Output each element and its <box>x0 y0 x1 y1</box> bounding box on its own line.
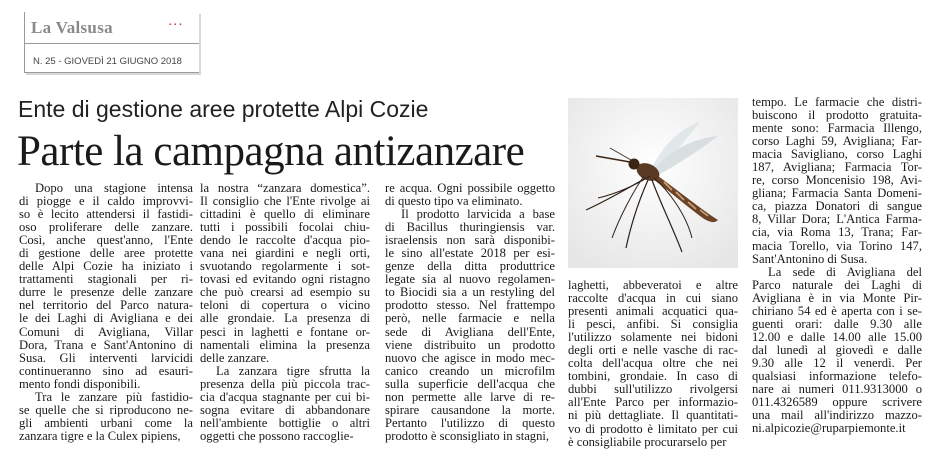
text-line: se quelle che si riproducono ne- <box>19 402 193 417</box>
text-line: cia d'acqua stagnante per cui bi- <box>200 389 370 404</box>
text-line: israelensis non sarà disponibi- <box>385 233 555 248</box>
text-line: so è lecito attendersi il fastidi- <box>19 207 193 222</box>
text-line: vo di prodotto è limitato per cui <box>568 421 738 436</box>
text-line: prodotto stesso. Nel frattempo <box>385 298 555 313</box>
text-line: macia Torello, via Torino 147, <box>752 238 922 253</box>
text-line: nell'ambiente bottiglie o altri <box>200 415 370 430</box>
text-line: Tra le zanzare più fastidio- <box>35 389 193 404</box>
text-line: re acqua. Ogni possibile oggetto <box>385 182 555 195</box>
text-line: 9.30 alle 12 il venerdì. Per <box>752 355 922 370</box>
text-line: viene distribuito un prodotto <box>385 337 555 352</box>
newspaper-title: La Valsusa <box>31 18 113 37</box>
text-line: mento fondi disponibili. <box>19 376 141 391</box>
text-line: degli orti e nelle vasche di rac- <box>568 343 738 358</box>
text-line: nare ai numeri 011.9313000 o <box>752 382 922 397</box>
text-line: La zanzara tigre sfrutta la <box>216 363 370 378</box>
text-line: vana nei giardini e negli orti, <box>200 246 370 261</box>
text-line: durre le presenze delle zanzare <box>19 285 193 300</box>
text-line: pesci in laghetti e fontane or- <box>200 324 370 339</box>
text-line: l'utilizzo solamente nei bidoni <box>568 330 738 345</box>
article-column-1 <box>19 182 193 467</box>
text-line: Parco naturale dei Laghi di <box>752 277 922 292</box>
text-line: di questo tipo va eliminato. <box>385 194 523 209</box>
text-line: zanzara tigre e la Culex pipiens, <box>19 428 181 443</box>
text-line: oso proliferare delle zanzare. <box>19 220 193 235</box>
text-line: macia Savigliano, corso Laghi <box>752 147 922 162</box>
text-line: corso Laghi 59, Avigliana; Far- <box>752 134 922 149</box>
text-line: di piogge e il caldo improvvi- <box>19 194 193 209</box>
text-line: trattamenti stagionali per ri- <box>19 272 193 287</box>
text-line: ni più dettagliate. Il quantitati- <box>568 408 738 423</box>
text-line: legate sia al nuovo regolamen- <box>385 272 555 287</box>
text-line: delle zanzare. <box>200 350 270 365</box>
text-line: tombini, grondaie. In caso di <box>568 369 738 384</box>
text-line: Comuni di Avigliana, Villar <box>19 324 193 339</box>
text-line: dal lunedì al giovedì e dalle <box>752 342 922 357</box>
text-line: chiriano 54 ed è aperta con i se- <box>752 303 922 318</box>
article-column-5 <box>752 96 922 467</box>
text-line: all'Ente Parco per informazio- <box>568 395 738 410</box>
issue-info: N. 25 - GIOVEDÌ 21 GIUGNO 2018 <box>33 56 182 67</box>
text-line: che può crearsi ad esempio su <box>200 285 370 300</box>
text-line: gli ambienti urbani come la <box>19 415 193 430</box>
text-line: Sant'Antonino di Susa. <box>752 251 868 266</box>
text-line: tempo. Le farmacie che distri- <box>752 96 922 109</box>
text-line: to Biocidi sia a un restyling del <box>385 285 555 300</box>
text-line: re, corso Moncenisio 198, Avi- <box>752 173 922 188</box>
text-line: teloni di copertura o vicino <box>200 298 370 313</box>
text-line: Il prodotto larvicida a base <box>401 207 555 222</box>
text-line: La sede di Avigliana del <box>768 264 922 279</box>
article-column-2 <box>200 182 370 467</box>
text-line: alle grondaie. La presenza di <box>200 311 370 326</box>
text-line: continueranno sino ad esauri- <box>19 363 193 378</box>
article-kicker: Ente di gestione aree protette Alpi Cozie <box>18 96 429 122</box>
text-line: è consigliabile procurarselo per <box>568 434 727 449</box>
text-line: 011.4326589 oppure scrivere <box>752 395 922 410</box>
masthead-divider <box>25 43 199 44</box>
text-line: qualsiasi informazione telefo- <box>752 368 922 383</box>
masthead <box>24 12 199 73</box>
text-line: sede di Avigliana dell'Ente, <box>385 324 555 339</box>
text-line: dubbi sull'utilizzo rivolgersi <box>568 382 738 397</box>
text-line: dendo le raccolte d'acqua pio- <box>200 233 370 248</box>
text-line: non permette alle larve di re- <box>385 389 555 404</box>
text-line: 12.00 e dalle 14.00 alle 15.00 <box>752 329 922 344</box>
text-line: 187, Avigliana; Farmacia Tor- <box>752 160 922 175</box>
text-line: una mail all'indirizzo mazzo- <box>752 408 922 423</box>
text-line: spirare causandone la morte. <box>385 402 555 417</box>
text-line: cittadini è quello di eliminare <box>200 207 370 222</box>
text-line: sulla superficie dell'acqua che <box>385 376 555 391</box>
text-line: mente sono: Farmacia Illengo, <box>752 121 922 136</box>
article-column-3 <box>385 182 555 467</box>
text-line: nel territorio del Parco natura- <box>19 298 193 313</box>
text-line: di Bacillus thuringiensis var. <box>385 220 555 235</box>
article-column-4 <box>568 279 738 467</box>
text-line: le dei Laghi di Avigliana e dei <box>19 311 193 326</box>
text-line: la nostra “zanzara domestica”. <box>200 182 370 195</box>
article-headline: Parte la campagna antizanzare <box>17 128 525 175</box>
text-line: gliana; Farmacia Santa Domeni- <box>752 186 922 201</box>
text-line: Così, anche quest'anno, l'Ente <box>19 233 193 248</box>
text-line: 8, Villar Dora; L'Antica Farma- <box>752 212 922 227</box>
text-line: di gestione delle aree protette <box>19 246 193 261</box>
text-line: guenti orari: dalle 9.30 alle <box>752 316 922 331</box>
text-line: nuovo che agisce in modo mec- <box>385 350 555 365</box>
mosquito-photo <box>568 98 738 268</box>
text-line: però, nelle farmacie e nella <box>385 311 555 326</box>
text-line: ni.alpicozie@ruparpiemonte.it <box>752 421 906 436</box>
text-line: Pertanto l'utilizzo di questo <box>385 415 555 430</box>
text-line: oggetti che possono raccoglie- <box>200 428 354 443</box>
text-line: Avigliana è in via Monte Pir- <box>752 290 922 305</box>
text-line: tovasi ed evitando ogni ristagno <box>200 272 370 287</box>
mosquito-icon <box>568 98 738 268</box>
text-line: ca, piazza Donatori di sangue <box>752 199 922 214</box>
text-line: genze della ditta produttrice <box>385 259 555 274</box>
text-line: svuotando regolarmente i sot- <box>200 259 370 274</box>
text-line: li pesci, anfibi. Si consiglia <box>568 317 738 332</box>
text-line: delle Alpi Cozie ha iniziato i <box>19 259 193 274</box>
text-line: Il consiglio che l'Ente rivolge ai <box>200 194 370 209</box>
text-line: Dora, Trana e Sant'Antonino di <box>19 337 193 352</box>
text-line: prodotto è sconsigliato in stagni, <box>385 428 550 443</box>
text-line: buiscono il prodotto gratuita- <box>752 108 922 123</box>
text-line: laghetti, abbeveratoi e altre <box>568 279 738 292</box>
text-line: sogna evitare di abbandonare <box>200 402 370 417</box>
masthead-decoration: ▪▪▪ <box>169 22 185 28</box>
text-line: canico creando un microfilm <box>385 363 555 378</box>
text-line: presenti animali acquatici qua- <box>568 304 738 319</box>
text-line: Susa. Gli interventi larvicidi <box>19 350 193 365</box>
text-line: presenza della più piccola trac- <box>200 376 370 391</box>
text-line: raccolte d'acqua in cui siano <box>568 291 738 306</box>
text-line: namentali elimina la presenza <box>200 337 370 352</box>
text-line: cia, via Roma 13, Trana; Far- <box>752 225 922 240</box>
text-line: Dopo una stagione intensa <box>35 182 193 195</box>
text-line: tutti i possibili focolai chiu- <box>200 220 370 235</box>
text-line: le sino all'estate 2018 per esi- <box>385 246 555 261</box>
text-line: colta dell'acqua oltre che nei <box>568 356 738 371</box>
